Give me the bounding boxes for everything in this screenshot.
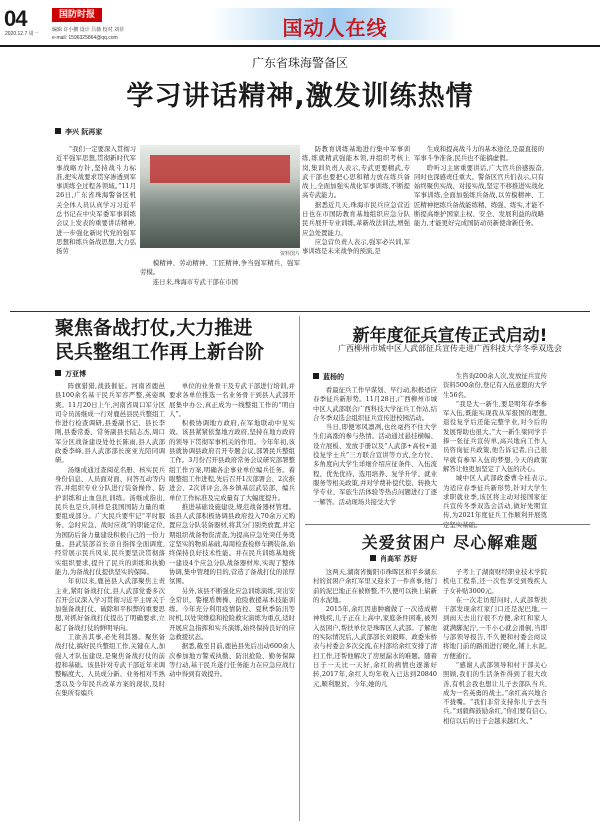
byline-square-icon bbox=[313, 373, 319, 379]
article1-paragraph: 防教育训练基地进行集中军事训练,练就精武强能本领,并组织考核上岗,集训负责人表示,专武更要精武,专武干部也要把心思和精力放在练兵备战上,全面加强实战化军事训练,不断提高专武能力。 bbox=[302, 145, 410, 200]
article1-paragraph: “我们一定要深入贯彻习近平强军思想,贯彻新时代军事战略方针,坚持战斗力标准,把实战要求贯穿渗透到军事训练全过程各领域。”11月26日,广东省珠海警备区机关全体人员认真学习习近平总书记在中央军委军事训练会议上发表的重要讲话精神,进一步强化新时代党的强军思想和练兵备战思想,大力弘扬劳 bbox=[56, 145, 136, 256]
newspaper-logo: 国防时报 bbox=[52, 8, 102, 22]
article4-paragraph: 这两天,湖南省衡阳市珠晖区和平乡湖东村的贫困户余红军里又迎来了一件喜事,他门前的泥巴地正在被修整,不久便可以换上崭新的水泥地。 bbox=[313, 568, 437, 604]
article1-paragraph: 模精神、劳动精神、工匠精神,争当强军精兵、强军劳模。 bbox=[140, 259, 300, 277]
article3-paragraph: “我是大一新生,要是明年春季参军入伍,既能实现我从军报国的理想,退役复学后还能完整学业,对今后的发展帮助也很大。”大一新生梁同学手捧一张征兵宣传单,高兴地向工作人员咨询征兵政策,他告诉记者,自己很早就有参军入伍的梦想,今天的政策解答让他更加坚定了入伍的决心。 bbox=[443, 399, 547, 473]
article2-paragraph: 推进基础设施建设,规范战备器材管理。该县人武部积极协调县政府投入70余万元购置应急分队装备器材,将其分门别类放置,并定期组织战备物资清查,为提高应急处突任务奠定坚实的物质基础,每周检查检修车辆装备,始终保持良好技术性能。并在民兵训练基地统一建设4个应急分队战备器材库,实现了整体协调,集中管理的目的,营造了备战打仗的浓厚氛围。 bbox=[169, 502, 295, 586]
article4-column-1 bbox=[313, 568, 437, 827]
article2-byline bbox=[55, 369, 86, 379]
article3-column-2 bbox=[443, 372, 547, 520]
page-number: 04 bbox=[4, 6, 27, 31]
article3-column-1 bbox=[313, 386, 437, 520]
article1-column-3 bbox=[302, 145, 410, 307]
article3-subheadline: 广西柳州市城中区人武部征兵宣传走进广西科技大学冬季双选会 bbox=[338, 344, 562, 353]
article2-paragraph: 单位的业务骨干及专武干部进行培训,并要求各单位推选一名业务骨干到县人武部开展集中办公,真正成为一线整组工作的“明白人”。 bbox=[169, 382, 295, 418]
article1-byline bbox=[55, 127, 102, 137]
article2-paragraph: 阵旗猎猎,战鼓催征。河南省鹿邑县100余名基干民兵军容严整,英姿飒爽。11月20日上午,河南省周口军分区司令员汤继成一行对鹿邑县民兵整组工作进行检查调研,县委副书记、县长李刚,县委常委、常务副县长陆志杰,周口军分区战备建设处处长陈雨,县人武部政委李峰,县人武部部长庞亚光陪同调研。 bbox=[55, 382, 165, 465]
article4-byline-text: 肖高军 苏好 bbox=[380, 555, 418, 563]
article2-paragraph: 年初以来,鹿邑县人武部聚焦主责主业,紧盯备战打仗,县人武部党委多次召开会议深入学习贯彻习近平主席关于加强备战打仗、破除和平积弊的重要思想,对抓好备战打仗提出了明确要求,立起了备战打仗的鲜明导向。 bbox=[55, 577, 165, 632]
issue-date: 2020.12.7 周一 bbox=[5, 31, 39, 37]
editor-email: e-mail: 1596325864@qq.com bbox=[52, 35, 118, 41]
byline-square-icon bbox=[55, 370, 61, 376]
article3-byline bbox=[313, 372, 344, 382]
section-banner-title: 国动人在线 bbox=[282, 16, 388, 40]
article1-column-1 bbox=[56, 145, 136, 307]
article2-paragraph: 另外,该县不断强化应急训练演练,突出安全常识、警棍盾牌操、抢险救援基本技能训练。今年充分利用疫情防控、夏秋季防汛等时机,以处突维稳和抢险救灾演练为重点,适时开展应急指挥和实兵演练,始终保持良好的应急救援状态。 bbox=[169, 586, 295, 642]
article3-paragraph: 生咨询200余人次,发放征兵宣传资料500余份,登记有入伍意愿的大学生56名。 bbox=[443, 372, 547, 399]
article2-headline-line-2: 民兵整组工作再上新台阶 bbox=[55, 341, 265, 363]
meeting-photo bbox=[140, 145, 300, 248]
section-divider bbox=[10, 311, 590, 312]
article2-paragraph: 据悉,截至目前,鹿邑县先后出动600余人次参加地方警戒执勤、防汛抢险、勤务保障等行动,基干民兵遂行任务能力在应急应战行动中得到有效提升。 bbox=[169, 642, 295, 679]
article1-byline-text: 李兴 阮再家 bbox=[65, 128, 103, 136]
article3-headline: 新年度征兵宣传正式启动! bbox=[352, 326, 548, 346]
article4-paragraph: 在一次走访慰问时,人武部帮扶干部发现余红家门口还是泥巴地,一到雨天去出行很不方便,余红和家人就满脚泥泞,一不小心就会滑倒,当即与部领导报告,不久便和村委会商议将地门前的路面进行硬化,铺上水泥,方便通行。 bbox=[443, 595, 547, 660]
article1-paragraph: 应急营负责人表示,强军必兴训,军事训练是未来战争的预演,是 bbox=[302, 237, 410, 256]
section-divider bbox=[305, 524, 590, 525]
article1-column-4 bbox=[414, 145, 544, 307]
article1-kicker: 广东省珠海警备区 bbox=[251, 56, 348, 70]
article4-headline: 关爱贫困户 尽心解难题 bbox=[361, 533, 539, 552]
byline-square-icon bbox=[370, 555, 376, 561]
article3-byline-text: 蓝杨的 bbox=[323, 373, 344, 381]
photo-caption: 资料图片 bbox=[279, 251, 300, 257]
column-divider bbox=[299, 316, 300, 821]
article4-paragraph: 子考上了湖南财经职业技术学院机电工程系,还一次性享受到残疾人子女补贴3000元。 bbox=[443, 568, 547, 595]
photo-stage-backdrop bbox=[150, 155, 290, 183]
article1-paragraph: 连日来,珠海市专武干部在市国 bbox=[152, 277, 238, 286]
article1-paragraph: 聆听习主席重要讲话,广大官兵倍感振奋,同时也深感责任重大。警备区官兵们表示,只有始终聚焦实战、对接实战,坚定不移推进实战化军事训练,全面加强练兵备战,以劳模精神、工匠精神把练兵备战能练精、练强、练实,才能不断提高维护国家主权、安全、发展利益的战略能力,才能更好完成国防动员新使命新任务。 bbox=[414, 163, 544, 228]
article2-headline bbox=[55, 316, 295, 364]
article3-paragraph: 当日,即便寒风凛冽,也丝毫挡不住大学生们高涨的参与热情。活动通过悬挂横幅、设立展板、发放手册以及“人武部+高校+退役复学士兵”三方联合宣讲等方式,全方位、多角度向大学生详细介绍应征条件、入伍流程、优先优待、选用培养、复学升学、就业服务等相关政策,并对学费补偿代偿、转换大学专业、军旅生活体验等热点问题进行了逐一解答。活动现场共接受大学 bbox=[313, 423, 437, 506]
article1-headline: 学习讲话精神,激发训练热情 bbox=[126, 81, 474, 112]
article4-paragraph: “感谢人武部领导和村干部关心照顾,我们的生活条件得到了很大改善,有机会我也想让儿子去部队当兵,成为一名英勇的战士。”余红高兴地合不拢嘴。“我们非常支持你儿子去当兵。”刘毅辉鼓励余红,“你们要有信心,相信以后的日子会越来越红火。” bbox=[443, 660, 547, 725]
article2-byline-text: 万亚博 bbox=[65, 370, 86, 378]
byline-square-icon bbox=[55, 128, 61, 134]
article3-paragraph: 看最征兵工作早谋划、早行动,积极适应春季征兵新形势。11月28日,广西柳州市城中区人武部联合广西科技大学征兵工作站,结合冬季双选会组织征兵宣传进校园活动。 bbox=[313, 386, 437, 422]
article4-column-2 bbox=[443, 568, 547, 827]
article1-paragraph: 据悉近几天,珠海市民兵应急营近日也在市国防教育基地组织应急分队民兵展开专业训练,革新战法训法,增强应急处置能力。 bbox=[302, 200, 410, 237]
article3-paragraph: 城中区人武部政委曹令桂表示,为适应春季征兵新形势,针对大学生求职就业季,该区将主动对接国家征兵宣传冬季双选会活动,做好先期宣传,为2021年度征兵工作顺利开展奠 bbox=[443, 474, 547, 520]
article2-column-2 bbox=[169, 382, 295, 827]
article2-headline-line-1: 聚焦备战打仗,大力推进 bbox=[55, 317, 253, 339]
article2-paragraph: 汤继成通过查阅花名册、核实民兵身份信息、人员面对面、问答互动等内容,并组织专业分队进行装备操作、防护训练和止血包扎训练。汤继成指出,民兵也是兵,同样是我国国防力量的重要组成部分。广大民兵要牢记“平时服务、急时应急、战时应战”的职能定位,为国防后备力量建设积极自己的一份力量。县武装部首长亲自指挥全面调度,经常展示民兵风采,民兵要坚决贯彻落实组织要求,提升了民兵的训练和执勤能力,为备战打仗提供坚实的保障。 bbox=[55, 465, 165, 576]
article4-paragraph: 2015年,余红因患肿瘤做了一次造成精神残疾,儿子正在上高中,家庭条件困难,被列入贫困户,帮扶单位是珠晖区人武部。了解他的实际情况后,人武部部长刘毅辉、政委朱桥表与村委会多次交流,在村部给余红安排了清扫工作,还帮他解决了房屋漏水的难题。随着日子一天比一天好,余红的病情也逐渐好转,2017年,余红人均年收入已达到20840元,顺利脱贫。今年,她的儿 bbox=[313, 605, 437, 688]
article4-byline bbox=[370, 554, 417, 564]
article2-paragraph: 积极协调地方政府,在军地联动中见实效。该县紧紧依靠地方政府,坚持在地方政府的领导下贯彻军事机关的作用。今年年初,该县就协调县政府召开专题会议,部署民兵整组工作。3月份召开县政府常务会议研究部署整组工作方案,明确各企事业单位编兵任务。着眼整组工作进程,先后召开1次部署会、2次推进会、2次讲评会,各乡镇基层武装部、编兵单位工作标准及完成量有了大幅度提升。 bbox=[169, 419, 295, 502]
editorial-staff: 编辑 许小鹏 设计 吕薇 校对 刘菲 bbox=[52, 27, 124, 33]
article2-paragraph: 工欲善其事,必先利其器。聚焦备战打仗,搞好民兵整组工作,关键在人,加强人才队伍建设,是聚焦备战打仗的前提和基础。该县针对专武干部近年来调整幅度大、人员成分新、业务相对不熟悉以及今年民兵改革方案的现状,及时在集所有编兵 bbox=[55, 633, 165, 697]
article2-column-1 bbox=[55, 382, 165, 827]
article1-column-2 bbox=[140, 259, 300, 307]
header-rule bbox=[0, 45, 600, 47]
article1-paragraph: 生成和提高战斗力的基本途径,是最直接的军事斗争准备,民兵也不能搞虚假。 bbox=[414, 145, 544, 163]
